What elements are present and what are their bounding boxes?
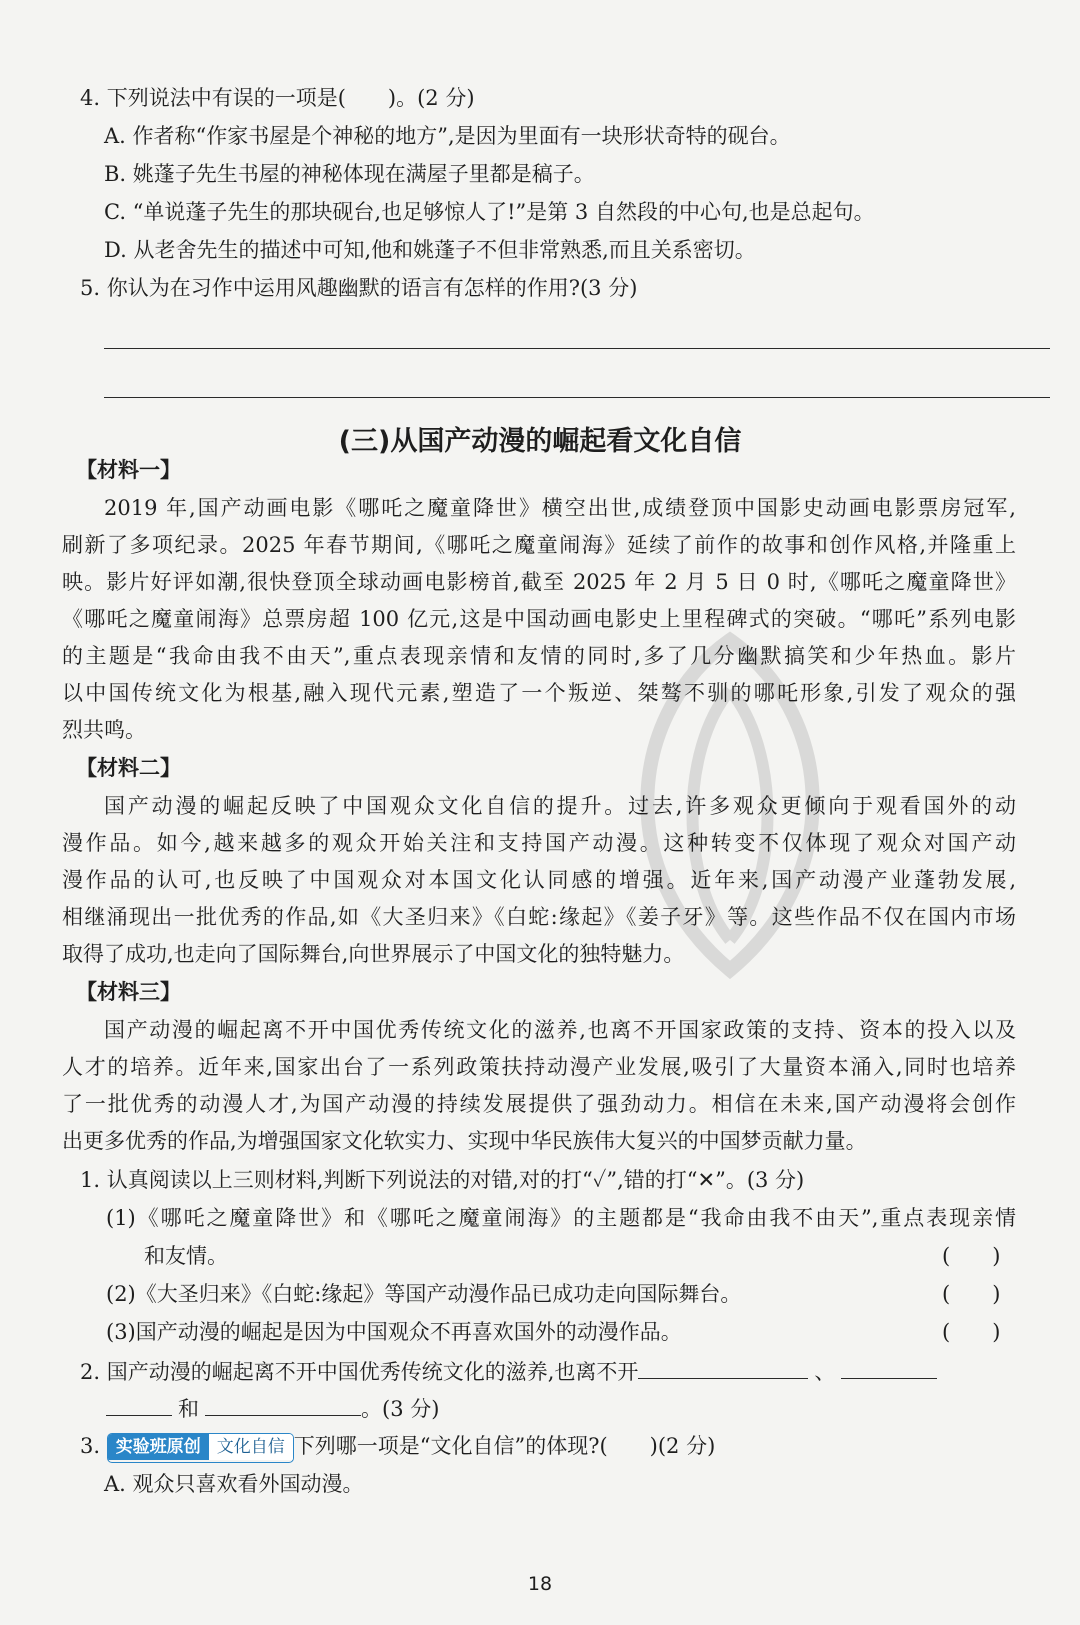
- material-3-line: 了一批优秀的动漫人才,为国产动漫的持续发展提供了强劲动力。相信在未来,国产动漫将会创作: [62, 1092, 1016, 1116]
- qq2-stem: 2. 国产动漫的崛起离不开中国优秀传统文化的滋养,也离不开: [80, 1360, 639, 1384]
- qq3-stem: 下列哪一项是“文化自信”的体现?( )(2 分): [293, 1434, 716, 1458]
- qq1-answer-paren-2[interactable]: ( ): [942, 1282, 1001, 1306]
- material-1-line: 映。影片好评如潮,很快登顶全球动画电影榜首,截至 2025 年 2 月 5 日 0 时,《哪吒之魔童降世》: [62, 570, 1016, 594]
- q4-option-a: A. 作者称“作家书屋是个神秘的地方”,是因为里面有一块形状奇特的砚台。: [104, 124, 791, 148]
- material-2-line: 漫作品。如今,越来越多的观众开始关注和支持国产动漫。这种转变不仅体现了观众对国产动: [62, 831, 1016, 855]
- qq2-line-1: [80, 1356, 937, 1386]
- q4-option-d: D. 从老舍先生的描述中可知,他和姚蓬子不但非常熟悉,而且关系密切。: [104, 238, 756, 262]
- section-title: (三)从国产动漫的崛起看文化自信: [338, 426, 742, 457]
- qq1-statement-1-cont: 和友情。: [144, 1244, 228, 1268]
- qq2-blank-2-start[interactable]: [841, 1356, 937, 1379]
- qq2-blank-3[interactable]: [205, 1393, 361, 1416]
- material-2-heading: 【材料二】: [76, 756, 181, 780]
- material-2-line: 取得了成功,也走向了国际舞台,向世界展示了中国文化的独特魅力。: [62, 942, 685, 966]
- qq3-option-a: A. 观众只喜欢看外国动漫。: [104, 1472, 364, 1496]
- qq2-blank-2-end[interactable]: [106, 1393, 172, 1416]
- qq1-statement-2: (2)《大圣归来》《白蛇:缘起》等国产动漫作品已成功走向国际舞台。: [106, 1282, 742, 1306]
- q5-answer-line-1[interactable]: [104, 348, 1050, 349]
- q4-option-b: B. 姚蓬子先生书屋的神秘体现在满屋子里都是稿子。: [104, 162, 595, 186]
- badge-topic: 文化自信: [209, 1434, 293, 1460]
- qq2-separator: 、: [814, 1360, 836, 1384]
- qq2-tail: 。(3 分): [361, 1397, 440, 1421]
- qq1-answer-paren-3[interactable]: ( ): [942, 1320, 1001, 1344]
- qq2-blank-1[interactable]: [638, 1356, 808, 1379]
- material-1-line: 《哪吒之魔童闹海》总票房超 100 亿元,这是中国动画电影史上里程碑式的突破。“哪吒”系列电影: [62, 607, 1016, 631]
- material-3-line: 出更多优秀的作品,为增强国家文化软实力、实现中华民族伟大复兴的中国梦贡献力量。: [62, 1129, 867, 1153]
- material-2-line: 相继涌现出一批优秀的作品,如《大圣归来》《白蛇:缘起》《姜子牙》等。这些作品不仅在国内市场: [62, 905, 1016, 929]
- material-3-line: 人才的培养。近年来,国家出台了一系列政策扶持动漫产业发展,吸引了大量资本涌入,同时也培养: [62, 1055, 1016, 1079]
- material-1-line: 刷新了多项纪录。2025 年春节期间,《哪吒之魔童闹海》延续了前作的故事和创作风格,并隆重上: [62, 533, 1016, 557]
- material-1-line: 以中国传统文化为根基,融入现代元素,塑造了一个叛逆、桀骜不驯的哪吒形象,引发了观众的强: [62, 681, 1016, 705]
- page-number: 18: [527, 1573, 553, 1595]
- q5-stem: 5. 你认为在习作中运用风趣幽默的语言有怎样的作用?(3 分): [80, 276, 638, 300]
- material-3-heading: 【材料三】: [76, 980, 181, 1004]
- badge-label: 实验班原创: [108, 1434, 209, 1460]
- q5-answer-line-2[interactable]: [104, 397, 1050, 398]
- material-1-line: 的主题是“我命由我不由天”,重点表现亲情和友情的同时,多了几分幽默搞笑和少年热血。影片: [62, 644, 1016, 668]
- qq1-statement-1: (1)《哪吒之魔童降世》和《哪吒之魔童闹海》的主题都是“我命由我不由天”,重点表现亲情: [106, 1206, 1016, 1230]
- qq1-answer-paren-1[interactable]: ( ): [942, 1244, 1001, 1268]
- material-2-line: 国产动漫的崛起反映了中国观众文化自信的提升。过去,许多观众更倾向于观看国外的动: [104, 794, 1016, 818]
- qq1-stem: 1. 认真阅读以上三则材料,判断下列说法的对错,对的打“✓”,错的打“✕”。(3 分): [80, 1168, 805, 1192]
- material-1-line: 烈共鸣。: [62, 718, 146, 742]
- qq3-number: 3.: [80, 1434, 101, 1458]
- q4-option-c: C. “单说蓬子先生的那块砚台,也足够惊人了!”是第 3 自然段的中心句,也是总起句。: [104, 200, 875, 224]
- original-question-badge: [107, 1433, 294, 1463]
- material-3-line: 国产动漫的崛起离不开中国优秀传统文化的滋养,也离不开国家政策的支持、资本的投入以及: [104, 1018, 1016, 1042]
- q4-stem: 4. 下列说法中有误的一项是( )。(2 分): [80, 86, 475, 110]
- qq2-line-2: [106, 1393, 439, 1423]
- qq2-and: 和: [178, 1397, 199, 1421]
- material-2-line: 漫作品的认可,也反映了中国观众对本国文化认同感的增强。近年来,国产动漫产业蓬勃发展,: [62, 868, 1016, 892]
- material-1-heading: 【材料一】: [76, 458, 181, 482]
- material-1-line: 2019 年,国产动画电影《哪吒之魔童降世》横空出世,成绩登顶中国影史动画电影票房冠军,: [104, 496, 1016, 520]
- qq1-statement-3: (3)国产动漫的崛起是因为中国观众不再喜欢国外的动漫作品。: [106, 1320, 682, 1344]
- qq3-line: [80, 1432, 715, 1463]
